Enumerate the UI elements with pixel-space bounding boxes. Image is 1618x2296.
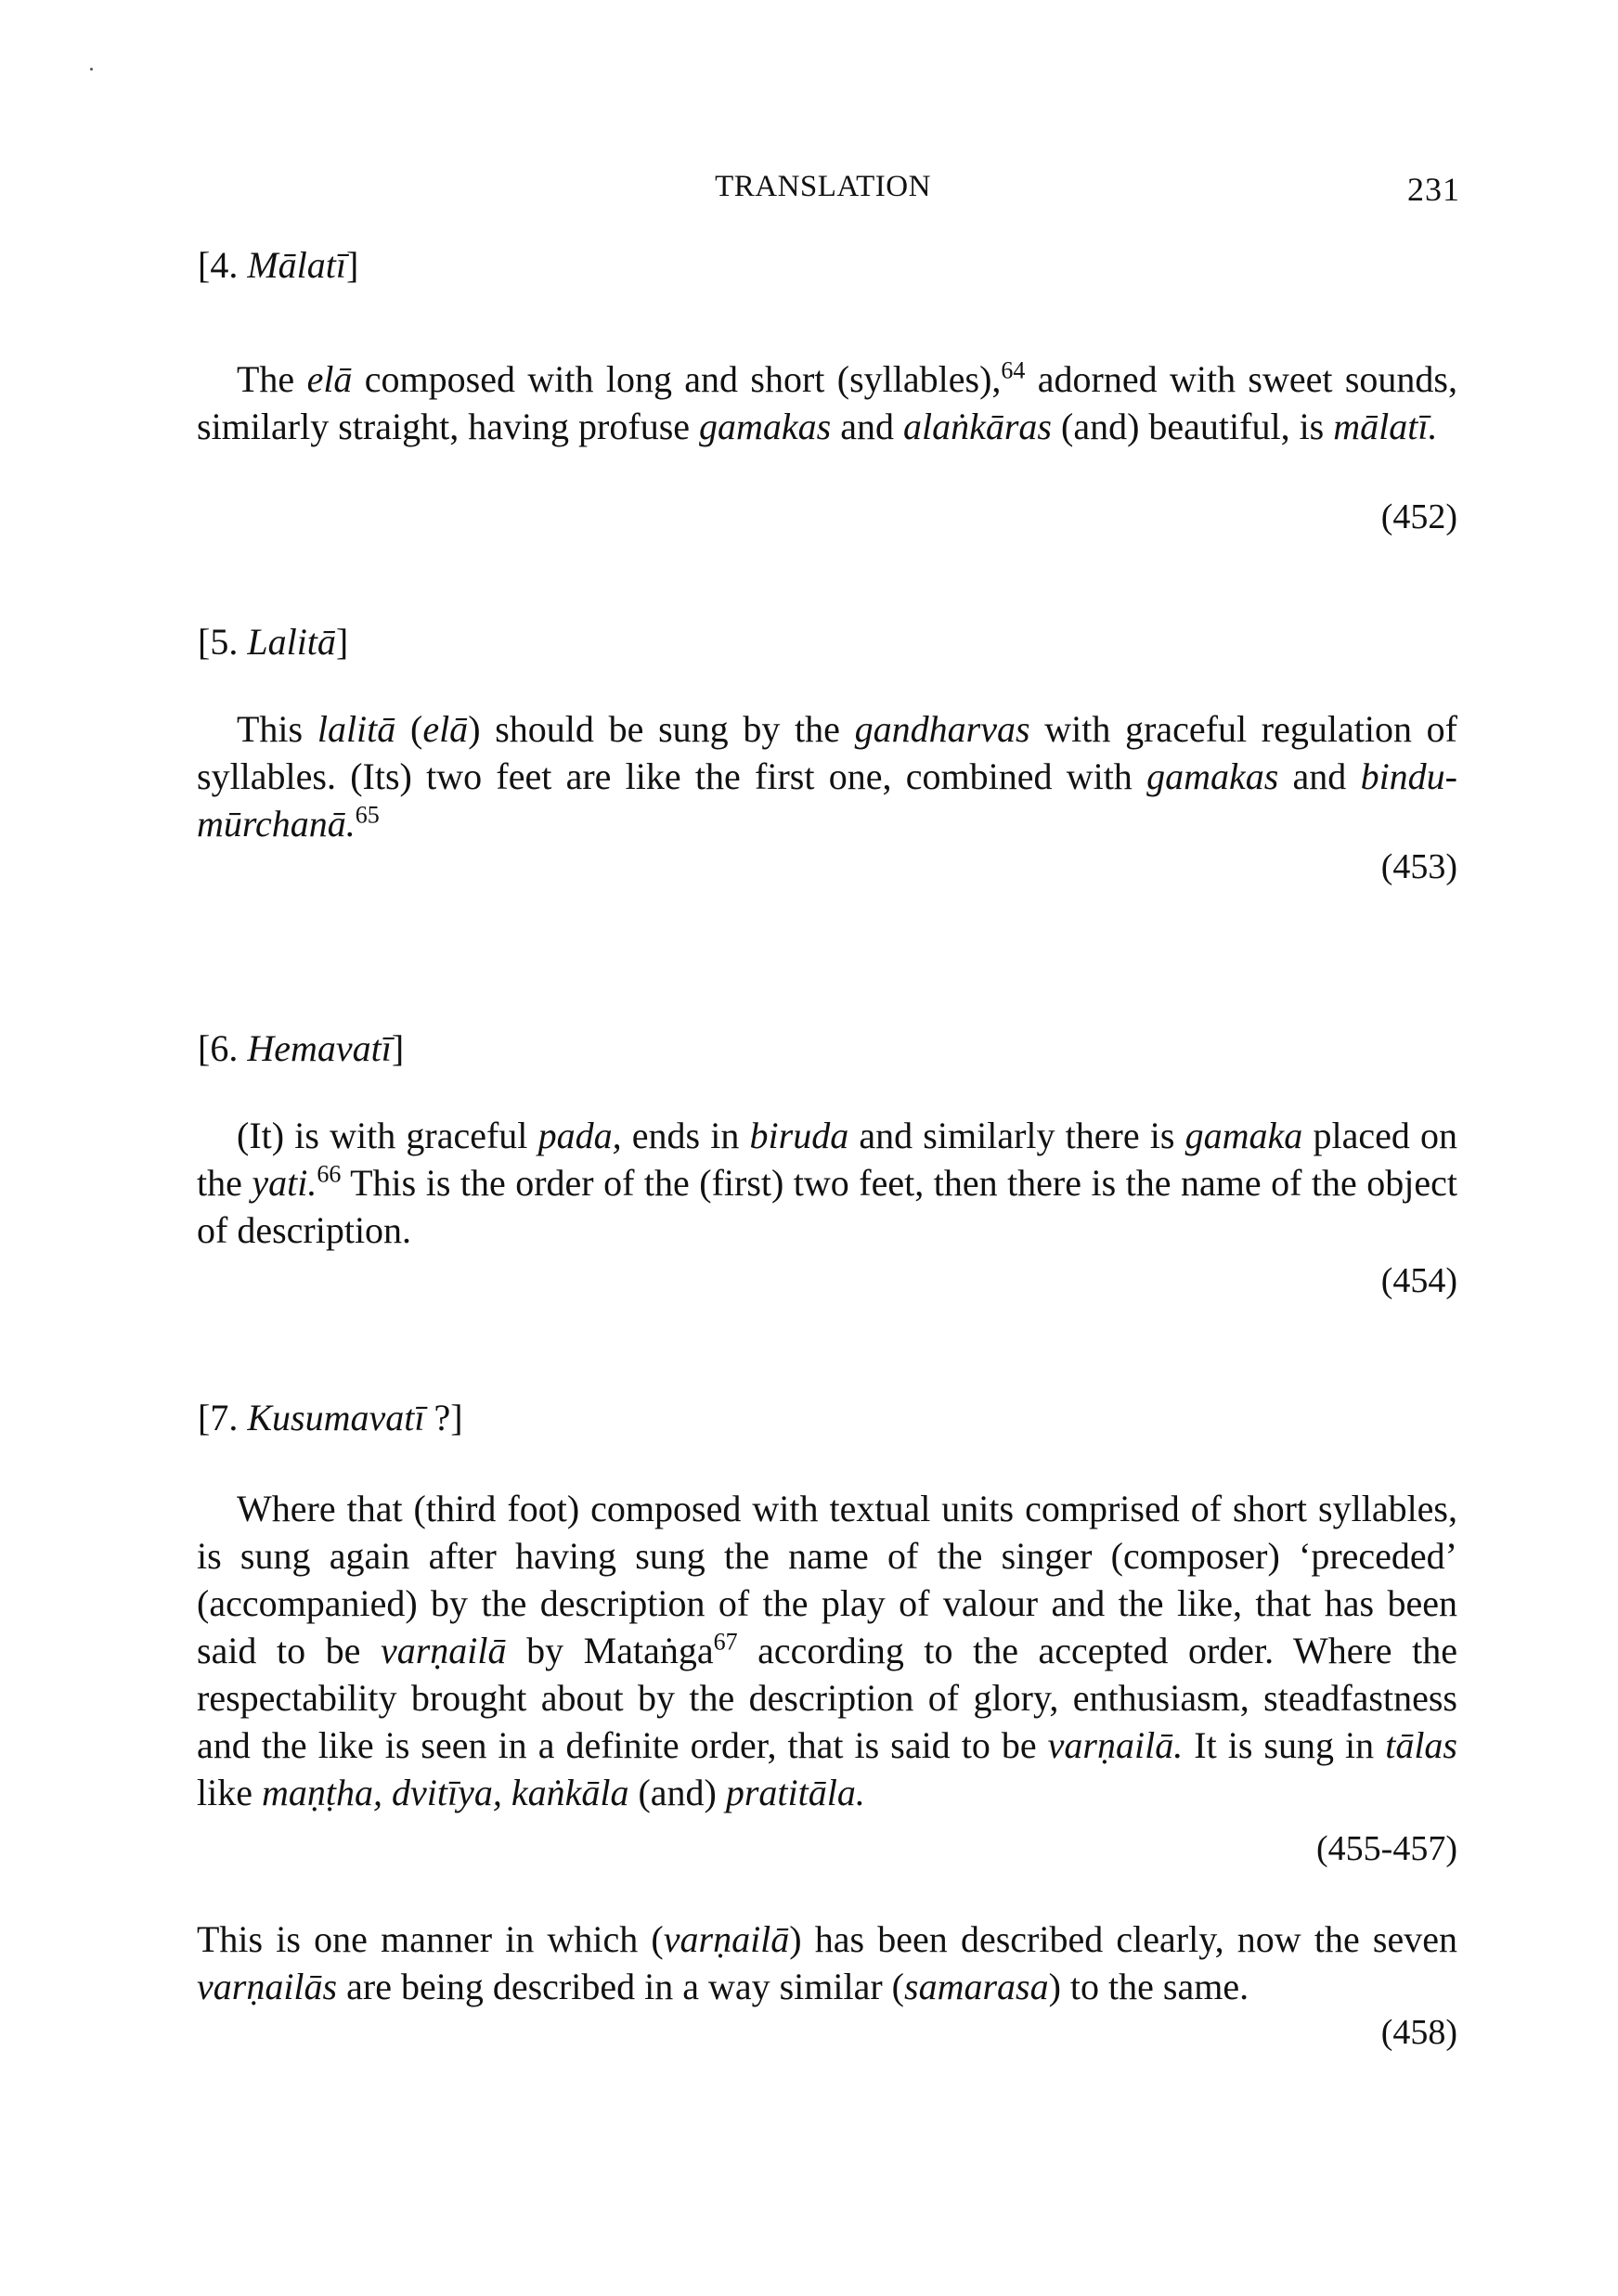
section-heading-lalita: [5. Lalitā]: [198, 621, 349, 663]
verse-number: (454): [1380, 1261, 1457, 1300]
verse-number: (453): [1380, 847, 1457, 886]
section-heading-hemavati: [6. Hemavatī]: [198, 1027, 405, 1069]
footnote-ref: 66: [317, 1160, 342, 1188]
scan-speck: [90, 68, 93, 71]
footnote-ref: 64: [1001, 356, 1026, 384]
paragraph-hemavati: (It) is with graceful pada, ends in biruda and similarly there is gamaka placed on the yati.$^{66}$ This is the order of the (first) two feet, then there is the name of the object of description.: [197, 1115, 1457, 1251]
verse-number: (455-457): [1316, 1829, 1457, 1868]
verse-number: (458): [1380, 2013, 1457, 2052]
paragraph-varnaila: This is one manner in which (varṇailā) has been described clearly, now the seven varṇailās are being described in a way similar (samarasa) to the same.: [197, 1918, 1457, 2007]
section-name: Lalitā: [247, 621, 336, 663]
verse-number: (452): [1380, 497, 1457, 536]
section-name: Mālatī: [247, 244, 346, 286]
paragraph-lalita: This lalitā (elā) should be sung by the gandharvas with graceful regulation of syllables. (Its) two feet are like the first one, combined with gamakas and bindu-mūrchanā.$^{65}$: [197, 708, 1457, 845]
running-header: [0, 170, 1618, 216]
section-heading-malati: [4. Mālatī]: [198, 244, 359, 286]
paragraph-kusumavati: Where that (third foot) composed with textual units comprised of short syllables, is sung again after having sung the name of the singer (composer) ‘preceded’ (accompanied) by the description of the play of valour and the like, that has been said to be varṇailā by Mataṅga$^{67}$ according to the accepted order. Where the respectability brought about by the description of glory, enthusiasm, steadfastness and the like is seen in a definite order, that is said to be varṇailā. It is sung in tālas like maṇṭha, dvitīya, kaṅkāla (and) pratitāla.: [197, 1488, 1457, 1813]
section-name: Kusumavatī: [247, 1397, 425, 1438]
footnote-ref: 67: [713, 1628, 738, 1656]
section-heading-kusumavati: [7. Kusumavatī ?]: [198, 1397, 463, 1438]
section-name: Hemavatī: [247, 1027, 392, 1069]
running-title: TRANSLATION: [715, 170, 931, 203]
footnote-ref: 65: [355, 801, 380, 829]
paragraph-malati: The elā composed with long and short (syllables),$^{64}$ adorned with sweet sounds, similarly straight, having profuse gamakas and alaṅkāras (and) beautiful, is mālatī.: [197, 356, 1458, 447]
page-number: 231: [1407, 171, 1460, 208]
